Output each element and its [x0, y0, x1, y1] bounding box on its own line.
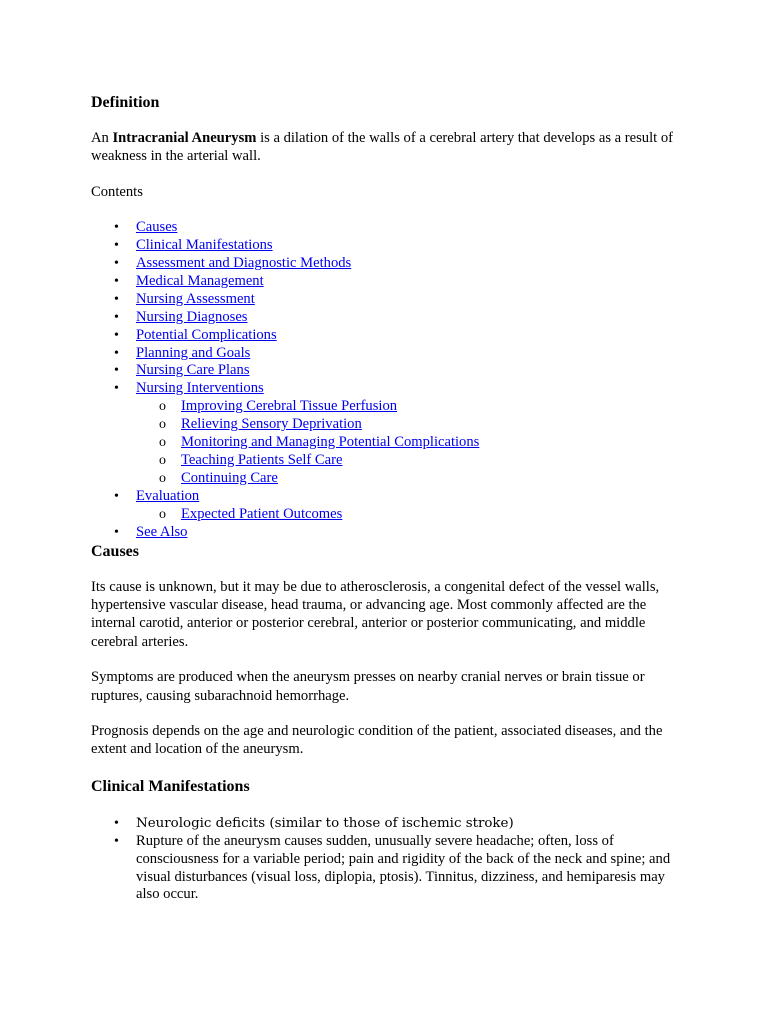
definition-rest: is a dilation of the walls of a cerebral artery that develops as a result of weakness in the arterial wall. [91, 130, 673, 165]
definition-term: Intracranial Aneurysm [112, 130, 257, 146]
toc-link-nursing-diagnoses[interactable]: Nursing Diagnoses [136, 308, 248, 325]
toc-subitem [136, 452, 691, 470]
toc-subitem [136, 434, 691, 452]
toc-subitem [136, 416, 691, 434]
toc-item [91, 327, 691, 345]
toc-link-medical-management[interactable]: Medical Management [136, 272, 264, 289]
list-item [91, 833, 691, 905]
definition-paragraph [91, 129, 691, 166]
toc-link-assessment[interactable]: Assessment and Diagnostic Methods [136, 255, 352, 272]
causes-heading: Causes [91, 542, 140, 560]
toc-link-continuing-care[interactable]: Continuing Care [181, 469, 278, 486]
clinical-bullet-1: Neurologic deficits (similar to those of ischemic stroke) [136, 815, 514, 831]
toc-link-nursing-interventions[interactable]: Nursing Interventions [136, 380, 264, 397]
toc-link-nursing-assessment[interactable]: Nursing Assessment [136, 290, 255, 307]
clinical-manifestations-list [91, 815, 691, 905]
toc-link-planning-goals[interactable]: Planning and Goals [136, 344, 251, 361]
toc-item [91, 309, 691, 327]
definition-prefix: An [91, 130, 113, 146]
toc-subitem [136, 470, 691, 488]
toc-sublist-evaluation [136, 506, 691, 524]
toc-item [91, 362, 691, 380]
toc-item [91, 488, 691, 524]
toc-item [91, 345, 691, 363]
clinical-manifestations-heading: Clinical Manifestations [91, 777, 250, 795]
contents-label: Contents [91, 183, 143, 200]
causes-paragraph-1: Its cause is unknown, but it may be due to atherosclerosis, a congenital defect of the vessel walls, hypertensive vascular disease, head trauma, or advancing age. Most commonly affected are the internal carotid, anterior or posterior cerebral, anterior or posterior communicating, and middle cerebral arteries. [91, 578, 660, 650]
toc-item [91, 380, 691, 487]
causes-paragraph-3: Prognosis depends on the age and neurologic condition of the patient, associated diseases, and the extent and location of the aneurysm. [91, 722, 663, 758]
toc-item [91, 255, 691, 273]
clinical-bullet-2: Rupture of the aneurysm causes sudden, unusually severe headache; often, loss of consciousness for a variable period; pain and rigidity of the back of the neck and spine; and visual disturbances (visual loss, diplopia, ptosis). Tinnitus, dizziness, and hemiparesis may also occur. [136, 832, 671, 903]
toc-item [91, 219, 691, 237]
toc-link-nursing-care-plans[interactable]: Nursing Care Plans [136, 362, 250, 379]
toc-item [91, 273, 691, 291]
causes-paragraph-2: Symptoms are produced when the aneurysm presses on nearby cranial nerves or brain tissue or ruptures, causing subarachnoid hemorrhage. [91, 669, 645, 704]
toc-link-cerebral-perfusion[interactable]: Improving Cerebral Tissue Perfusion [181, 398, 398, 415]
list-item [91, 815, 691, 833]
toc-link-causes[interactable]: Causes [136, 219, 178, 236]
toc-item [91, 291, 691, 309]
toc-link-monitoring-complications[interactable]: Monitoring and Managing Potential Complications [181, 434, 480, 451]
toc-subitem [136, 398, 691, 416]
toc-item [91, 524, 691, 542]
document-page [91, 93, 691, 904]
definition-heading: Definition [91, 94, 160, 111]
toc-link-sensory-deprivation[interactable]: Relieving Sensory Deprivation [181, 416, 362, 433]
toc-link-teaching-self-care[interactable]: Teaching Patients Self Care [181, 452, 343, 468]
toc-item [91, 237, 691, 255]
toc-subitem [136, 506, 691, 524]
toc-link-expected-outcomes[interactable]: Expected Patient Outcomes [181, 505, 343, 522]
toc-link-potential-complications[interactable]: Potential Complications [136, 326, 277, 343]
toc-sublist-interventions [136, 398, 691, 488]
toc-link-clinical-manifestations[interactable]: Clinical Manifestations [136, 237, 273, 254]
toc-link-evaluation[interactable]: Evaluation [136, 487, 200, 504]
table-of-contents [91, 219, 691, 541]
toc-link-see-also[interactable]: See Also [136, 523, 188, 540]
